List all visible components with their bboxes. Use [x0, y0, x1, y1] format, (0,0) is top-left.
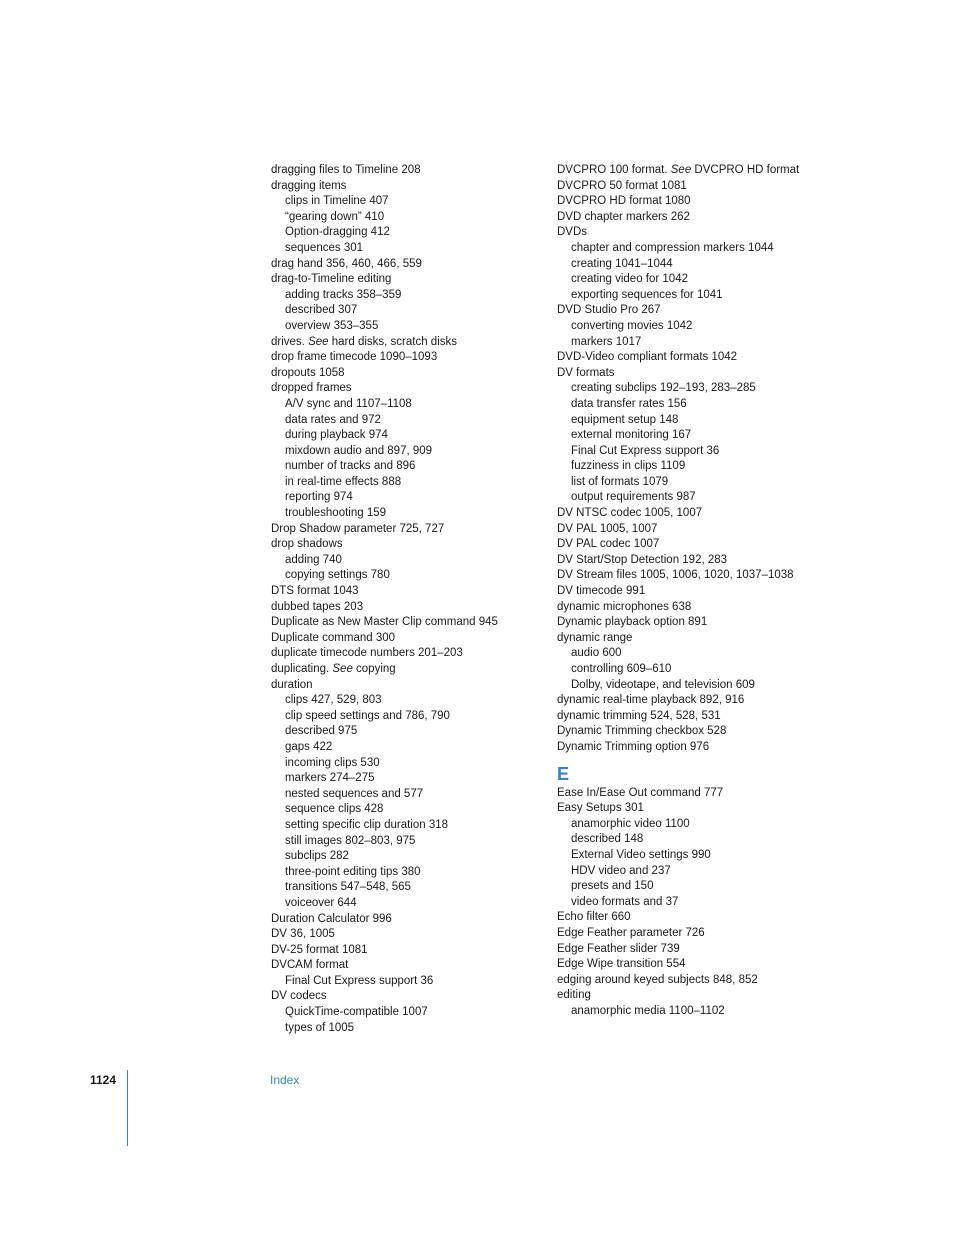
entry-text: DVCPRO 100 format.: [557, 164, 671, 176]
index-subentry: markers 1017: [571, 335, 642, 348]
index-entry: Edge Feather slider 739: [557, 942, 680, 955]
index-entry: DVCPRO 50 format 1081: [557, 179, 687, 192]
index-subentry: incoming clips 530: [285, 756, 380, 769]
index-entry: dubbed tapes 203: [271, 600, 364, 613]
index-entry: duplicate timecode numbers 201–203: [271, 647, 463, 660]
index-subentry: list of formats 1079: [571, 475, 669, 488]
index-entry: DVCPRO HD format 1080: [557, 195, 691, 208]
see-target: hard disks, scratch disks: [328, 335, 458, 348]
index-subentry: QuickTime-compatible 1007: [285, 1006, 428, 1019]
index-entry: DVCAM format: [271, 959, 349, 972]
entry-text: drives.: [271, 335, 309, 348]
index-subentry: External Video settings 990: [571, 848, 711, 861]
index-subentry: adding 740: [285, 553, 342, 566]
index-subentry: fuzziness in clips 1109: [571, 460, 686, 473]
index-subentry: still images 802–803, 975: [285, 834, 416, 847]
index-subentry: sequences 301: [285, 241, 364, 254]
index-subentry: Final Cut Express support 36: [571, 444, 720, 457]
index-entry: DV Start/Stop Detection 192, 283: [557, 553, 728, 566]
index-entry: dragging files to Timeline 208: [271, 164, 421, 176]
index-subentry: transitions 547–548, 565: [285, 881, 411, 894]
index-subentry: creating video for 1042: [571, 273, 688, 286]
index-subentry: described 975: [285, 725, 358, 738]
index-subentry: reporting 974: [285, 491, 353, 504]
index-subentry: voiceover 644: [285, 896, 357, 909]
index-subentry: “gearing down” 410: [285, 210, 385, 223]
index-entry: duration: [271, 678, 313, 691]
index-subentry: described 148: [571, 833, 644, 846]
index-subentry: setting specific clip duration 318: [285, 818, 449, 831]
index-entry: Dynamic Trimming checkbox 528: [557, 725, 727, 738]
index-subentry: output requirements 987: [571, 491, 696, 504]
index-entry: [271, 335, 541, 351]
index-subentry: audio 600: [571, 647, 622, 660]
index-subentry: nested sequences and 577: [285, 787, 424, 800]
see-reference: See: [308, 335, 329, 348]
index-entry: DTS format 1043: [271, 585, 359, 598]
index-subentry: subclips 282: [285, 850, 349, 863]
index-entry: dynamic range: [557, 631, 633, 644]
index-entry: Edge Feather parameter 726: [557, 926, 705, 939]
entry-text: duplicating.: [271, 663, 333, 675]
index-entry: DV Stream files 1005, 1006, 1020, 1037–1038: [557, 569, 794, 582]
index-entry: DV PAL 1005, 1007: [557, 522, 658, 535]
index-subentry: data transfer rates 156: [571, 397, 687, 410]
index-entry: dynamic real-time playback 892, 916: [557, 694, 745, 707]
index-entry: Drop Shadow parameter 725, 727: [271, 522, 445, 535]
index-subentry: chapter and compression markers 1044: [571, 241, 774, 254]
see-reference: See: [332, 663, 353, 675]
index-column-left: [271, 163, 541, 1036]
index-entry: Echo filter 660: [557, 911, 631, 924]
index-entry: Duration Calculator 996: [271, 912, 392, 925]
index-subentry: video formats and 37: [571, 895, 679, 908]
index-subentry: controlling 609–610: [571, 663, 672, 675]
index-entry: Duplicate as New Master Clip command 945: [271, 616, 498, 629]
index-entry: dropped frames: [271, 382, 352, 395]
index-entry: Dynamic playback option 891: [557, 616, 708, 629]
index-subentry: markers 274–275: [285, 772, 375, 785]
index-subentry: creating 1041–1044: [571, 257, 673, 270]
index-subentry: creating subclips 192–193, 283–285: [571, 382, 756, 395]
index-subentry: exporting sequences for 1041: [571, 288, 723, 301]
index-entry: Ease In/Ease Out command 777: [557, 786, 724, 799]
see-target: copying: [352, 663, 396, 675]
see-reference: See: [670, 164, 692, 176]
section-letter-heading: E: [557, 763, 570, 784]
index-entry: drop frame timecode 1090–1093: [271, 351, 438, 364]
index-subentry: external monitoring 167: [571, 429, 692, 442]
index-entry: DV-25 format 1081: [271, 943, 368, 956]
index-entry: DV 36, 1005: [271, 928, 335, 941]
index-subentry: copying settings 780: [285, 569, 390, 582]
index-subentry: HDV video and 237: [571, 864, 671, 877]
index-subentry: clips 427, 529, 803: [285, 694, 382, 707]
index-entry: DV formats: [557, 366, 615, 379]
index-entry: DV PAL codec 1007: [557, 538, 660, 551]
index-entry: dynamic trimming 524, 528, 531: [557, 709, 721, 722]
index-subentry: equipment setup 148: [571, 413, 679, 426]
index-entry: Dynamic Trimming option 976: [557, 740, 710, 753]
index-entry: edging around keyed subjects 848, 852: [557, 973, 758, 986]
index-entry: DV timecode 991: [557, 585, 646, 598]
index-entry: drag-to-Timeline editing: [271, 273, 392, 286]
index-subentry: adding tracks 358–359: [285, 288, 402, 301]
index-subentry: presets and 150: [571, 880, 654, 893]
index-subentry: converting movies 1042: [571, 319, 693, 332]
index-entry: [557, 163, 857, 179]
index-subentry: anamorphic media 1100–1102: [571, 1004, 725, 1017]
index-entry: [271, 662, 541, 678]
index-column-right: [557, 163, 857, 1019]
index-subentry: clip speed settings and 786, 790: [285, 709, 450, 722]
index-subentry: clips in Timeline 407: [285, 195, 389, 208]
index-subentry: sequence clips 428: [285, 803, 384, 816]
index-entry: DV codecs: [271, 990, 327, 1003]
index-entry: Edge Wipe transition 554: [557, 958, 686, 971]
index-subentry: A/V sync and 1107–1108: [285, 397, 412, 410]
index-subentry: data rates and 972: [285, 413, 381, 426]
index-subentry: anamorphic video 1100: [571, 817, 690, 830]
index-entry: editing: [557, 989, 591, 1002]
index-subentry: described 307: [285, 304, 358, 317]
index-entry: DVD-Video compliant formats 1042: [557, 351, 738, 364]
index-subentry: Option-dragging 412: [285, 226, 390, 239]
index-entry: Easy Setups 301: [557, 802, 644, 815]
index-entry: DVDs: [557, 226, 588, 239]
index-subentry: gaps 422: [285, 740, 333, 753]
index-subentry: Final Cut Express support 36: [285, 974, 434, 987]
index-subentry: overview 353–355: [285, 319, 379, 332]
footer-divider: [127, 1070, 128, 1146]
page-number: 1124: [90, 1073, 117, 1087]
index-subentry: in real-time effects 888: [285, 475, 402, 488]
index-entry: dropouts 1058: [271, 366, 345, 379]
index-subentry: Dolby, videotape, and television 609: [571, 678, 755, 691]
index-entry: Duplicate command 300: [271, 631, 396, 644]
index-subentry: mixdown audio and 897, 909: [285, 444, 433, 457]
index-subentry: three-point editing tips 380: [285, 865, 421, 878]
index-entry: DV NTSC codec 1005, 1007: [557, 507, 703, 520]
index-subentry: types of 1005: [285, 1021, 355, 1034]
index-entry: DVD Studio Pro 267: [557, 304, 661, 317]
section-label: Index: [270, 1073, 300, 1087]
index-subentry: number of tracks and 896: [285, 460, 416, 473]
index-subentry: during playback 974: [285, 429, 388, 442]
see-target: DVCPRO HD format: [691, 164, 800, 176]
index-entry: DVD chapter markers 262: [557, 210, 690, 223]
index-entry: drop shadows: [271, 538, 343, 551]
index-entry: drag hand 356, 460, 466, 559: [271, 257, 422, 270]
index-subentry: troubleshooting 159: [285, 507, 387, 520]
index-entry: dragging items: [271, 179, 347, 192]
index-entry: dynamic microphones 638: [557, 600, 692, 613]
